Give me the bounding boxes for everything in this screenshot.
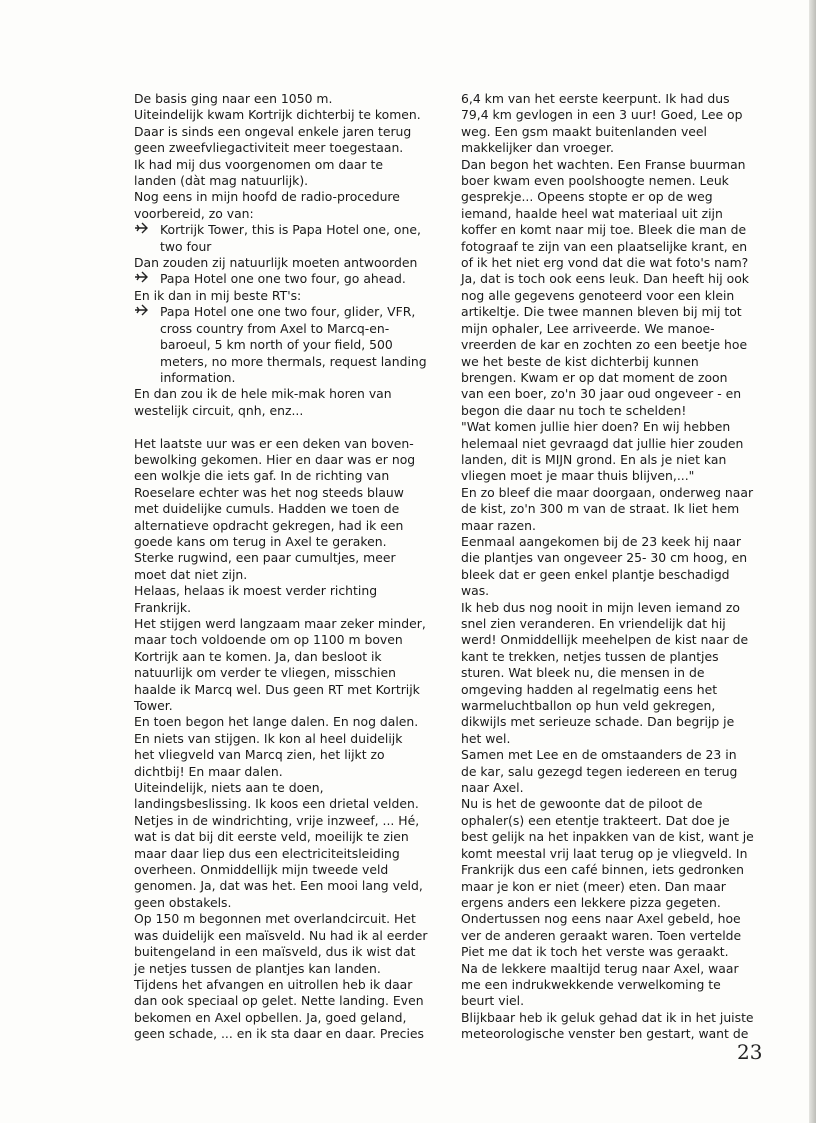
text-line: Kortrijk aan te komen. Ja, dan besloot ik: [134, 648, 382, 664]
text-line: overheen. Onmiddellijk mijn tweede veld: [134, 862, 389, 878]
paragraph-landing-story: [461, 91, 756, 1043]
text-line: ver de anderen geraakt waren. Toen vertelde: [461, 927, 742, 943]
text-line: Op 150 m begonnen met overlandcircuit. Het: [134, 911, 416, 927]
text-line: best gelijk na het inpakken van de kist, want je: [461, 829, 754, 845]
text-line: Frankrijk.: [134, 599, 192, 615]
text-line: Ja, dat is toch ook eens leuk. Dan heeft hij ook: [461, 271, 749, 287]
radio-call-text: [160, 222, 421, 255]
text-line: baroeul, 5 km north of your field, 500: [160, 337, 393, 353]
text-line: een wolkje die iets gaf. In de richting van: [134, 468, 390, 484]
text-line: Netjes in de windrichting, vrije inzweef, ... Hé,: [134, 812, 420, 828]
airplane-icon: [134, 271, 160, 287]
text-line: two four: [160, 238, 212, 254]
text-line: geen schade, ... en ik sta daar en daar. Precies: [134, 1026, 424, 1042]
text-line: En dan zou ik de hele mik-mak horen van: [134, 386, 392, 402]
text-line: werd! Onmiddellijk meehelpen de kist naar de: [461, 632, 749, 648]
text-line: bleek dat er geen enkel plantje beschadigd: [461, 566, 730, 582]
radio-call-tower: [134, 222, 434, 255]
paragraph-line: En ik dan in mij beste RT's:: [134, 287, 302, 303]
text-line: Ik had mij dus voorgenomen om daar te: [134, 156, 383, 172]
text-line: moet dat niet zijn.: [134, 566, 248, 582]
text-line: goede kans om terug in Axel te geraken.: [134, 533, 387, 549]
text-line: Frankrijk dus een café binnen, iets gedronken: [461, 862, 745, 878]
text-line: van een boer, zo'n 30 jaar oud ongeveer - en: [461, 386, 742, 402]
text-line: het wel.: [461, 730, 511, 746]
text-line: snel zien veranderen. En vriendelijk dat hij: [461, 616, 726, 631]
text-line: warmeluchtballon op hun veld gekregen,: [461, 698, 716, 714]
text-line: geen zweefvliegactiviteit meer toegestaan.: [134, 140, 404, 156]
right-column: [461, 91, 756, 1043]
text-line: Papa Hotel one one two four, glider, VFR,: [160, 304, 416, 320]
text-line: bekomen en Axel opbellen. Ja, goed geland,: [134, 1009, 407, 1025]
text-line: Blijkbaar heb ik geluk gehad dat ik in het juiste: [461, 1009, 754, 1025]
text-line: kant te trekken, netjes tussen de plantjes: [461, 648, 719, 664]
text-line: 6,4 km van het eerste keerpunt. Ik had dus: [461, 91, 730, 106]
text-line: landen, dit is MIJN grond. En als je niet kan: [461, 451, 727, 467]
paragraph-gap: [134, 419, 434, 435]
text-line: landingsbeslissing. Ik koos een drietal velden.: [134, 796, 419, 812]
text-line: boer kwam even poolshoogte nemen. Leuk: [461, 173, 729, 189]
text-line: meteorologische venster ben gestart, want de: [461, 1026, 749, 1042]
airplane-icon: [134, 222, 160, 255]
radio-call: [134, 304, 434, 386]
text-line: Daar is sinds een ongeval enkele jaren terug: [134, 123, 412, 139]
text-line: weg. Een gsm maakt buitenlanden veel: [461, 123, 707, 139]
text-line: helemaal niet gevraagd dat jullie hier zouden: [461, 435, 744, 451]
text-line: maar razen.: [461, 517, 536, 533]
page-number: 23: [737, 1040, 763, 1064]
airplane-icon: [134, 304, 160, 386]
text-line: En toen begon het lange dalen. En nog dalen.: [134, 714, 419, 730]
text-line: was duidelijk een maïsveld. Nu had ik al eerder: [134, 927, 428, 943]
text-line: dan ook speciaal op gelet. Nette landing. Even: [134, 993, 424, 1009]
text-line: mijn ophaler, Lee arriveerde. We manoe-: [461, 320, 715, 336]
text-line: 79,4 km gevlogen in een 3 uur! Goed, Lee op: [461, 107, 743, 123]
text-line: begon die daar nu toch te schelden!: [461, 402, 687, 418]
text-line: wat is dat bij dit eerste veld, moeilijk te zien: [134, 829, 409, 845]
text-line: iemand, haalde heel wat materiaal uit zijn: [461, 205, 723, 221]
text-line: De basis ging naar een 1050 m.: [134, 91, 333, 106]
text-line: je netjes tussen de plantjes kan landen.: [134, 960, 381, 976]
text-line: Ondertussen nog eens naar Axel gebeld, hoe: [461, 911, 741, 927]
left-column: [134, 91, 434, 1043]
radio-call: [134, 222, 434, 255]
text-line: Tower.: [134, 698, 173, 714]
text-line: Eenmaal aangekomen bij de 23 keek hij naar: [461, 533, 741, 549]
paragraph-flight: [134, 436, 434, 1043]
text-line: Na de lekkere maaltijd terug naar Axel, waar: [461, 960, 739, 976]
text-line: was.: [461, 583, 490, 599]
text-line: artikeltje. Die twee mannen bleven bij mij tot: [461, 304, 742, 320]
radio-call-text: [160, 304, 427, 386]
text-line: Uiteindelijk, niets aan te doen,: [134, 780, 324, 796]
text-line: Nog eens in mijn hoofd de radio-procedure: [134, 189, 400, 205]
text-line: En niets van stijgen. Ik kon al heel duidelijk: [134, 730, 403, 746]
text-line: omgeving hadden al regelmatig eens het: [461, 681, 718, 697]
text-line: dichtbij! En maar dalen.: [134, 763, 283, 779]
text-line: gesprekje... Opeens stopte er op de weg: [461, 189, 713, 205]
text-line: brengen. Kwam er op dat moment de zoon: [461, 369, 728, 385]
text-line: maar je kon er niet (meer) eten. Dan maar: [461, 878, 726, 894]
text-line: het vliegveld van Marcq zien, het lijkt zo: [134, 747, 385, 763]
text-line: voorbereid, zo van:: [134, 205, 254, 221]
text-line: Uiteindelijk kwam Kortrijk dichterbij te komen.: [134, 107, 421, 123]
text-line: Tijdens het afvangen en uitrollen heb ik daar: [134, 976, 413, 992]
text-line: vreerden de kar en zochten zo een beetje hoe: [461, 337, 748, 353]
text-line: Het laatste uur was er een deken van boven-: [134, 435, 414, 451]
paragraph-circuit: [134, 386, 434, 419]
text-line: alternatieve opdracht gekregen, had ik een: [134, 517, 404, 533]
text-line: Sterke rugwind, een paar cumultjes, meer: [134, 550, 396, 566]
text-line: me een indrukwekkende verwelkoming te: [461, 976, 721, 992]
text-line: ophaler(s) een etentje trakteert. Dat doe je: [461, 812, 730, 828]
text-line: Het stijgen werd langzaam maar zeker minder,: [134, 615, 426, 631]
text-line: cross country from Axel to Marcq-en-: [160, 320, 390, 336]
text-line: of ik het niet erg vond dat die wat foto's nam?: [461, 255, 749, 271]
text-line: beurt viel.: [461, 993, 525, 1009]
text-line: makkelijker dan vroeger.: [461, 140, 614, 156]
text-line: genomen. Ja, dat was het. Een mooi lang veld,: [134, 878, 423, 894]
text-line: Kortrijk Tower, this is Papa Hotel one, one,: [160, 222, 421, 238]
text-line: sturen. Wat bleek nu, die mensen in de: [461, 665, 705, 681]
paragraph-line: Dan zouden zij natuurlijk moeten antwoorden: [134, 255, 418, 271]
text-line: nog alle gegevens genoteerd voor een klein: [461, 287, 735, 303]
text-line: bewolking gekomen. Hier en daar was er nog: [134, 451, 416, 467]
page-edge-shadow: [809, 0, 816, 1123]
text-line: komt meestal vrij laat terug op je vliegveld. In: [461, 845, 748, 861]
text-line: die plantjes van ongeveer 25- 30 cm hoog, en: [461, 550, 748, 566]
text-line: koffer en komt naar mij toe. Bleek die man de: [461, 222, 747, 238]
text-line: Papa Hotel one one two four, go ahead.: [160, 271, 406, 287]
radio-call-request: [134, 304, 434, 386]
text-line: dikwijls met serieuze schade. Dan begrijp je: [461, 714, 735, 730]
text-line: vliegen moet je maar thuis blijven,...": [461, 468, 695, 484]
text-line: meters, no more thermals, request landing: [160, 353, 427, 369]
text-line: geen obstakels.: [134, 894, 232, 910]
text-line: information.: [160, 369, 236, 385]
radio-call-text: [160, 271, 406, 287]
text-line: Nu is het de gewoonte dat de piloot de: [461, 796, 703, 812]
text-line: Samen met Lee en de omstaanders de 23 in: [461, 747, 737, 763]
text-line: we het beste de kist dichterbij kunnen: [461, 353, 699, 369]
text-line: ergens anders een lekkere pizza gegeten.: [461, 894, 721, 910]
text-line: Ik heb dus nog nooit in mijn leven iemand zo: [461, 599, 740, 615]
text-line: Helaas, helaas ik moest verder richting: [134, 583, 378, 599]
text-line: Dan begon het wachten. Een Franse buurman: [461, 156, 746, 172]
text-line: landen (dàt mag natuurlijk).: [134, 173, 309, 189]
text-line: buitengeland in een maïsveld, dus ik wist dat: [134, 944, 416, 960]
text-line: maar toch voldoende om op 1100 m boven: [134, 632, 403, 648]
text-line: de kar, salu gezegd tegen iedereen en terug: [461, 763, 738, 779]
paragraph-intro: [134, 91, 434, 222]
text-line: En zo bleef die maar doorgaan, onderweg naar: [461, 484, 754, 500]
text-line: Roeselare echter was het nog steeds blauw: [134, 484, 404, 500]
text-line: "Wat komen jullie hier doen? En wij hebben: [461, 419, 731, 435]
radio-call: [134, 271, 434, 287]
text-line: maar daar liep dus een electriciteitsleiding: [134, 845, 400, 861]
radio-call-answer: [134, 271, 434, 287]
text-line: fotograaf te zijn van een plaatselijke krant, en: [461, 238, 748, 254]
text-line: met duidelijke cumuls. Hadden we toen de: [134, 501, 400, 517]
text-line: de kist, zo'n 300 m van de straat. Ik liet hem: [461, 501, 740, 517]
text-line: Piet me dat ik toch het verste was geraakt.: [461, 944, 729, 960]
text-line: westelijk circuit, qnh, enz...: [134, 402, 304, 418]
text-line: naar Axel.: [461, 780, 524, 796]
text-line: natuurlijk om verder te vliegen, misschien: [134, 665, 396, 681]
text-line: haalde ik Marcq wel. Dus geen RT met Kortrijk: [134, 681, 420, 697]
